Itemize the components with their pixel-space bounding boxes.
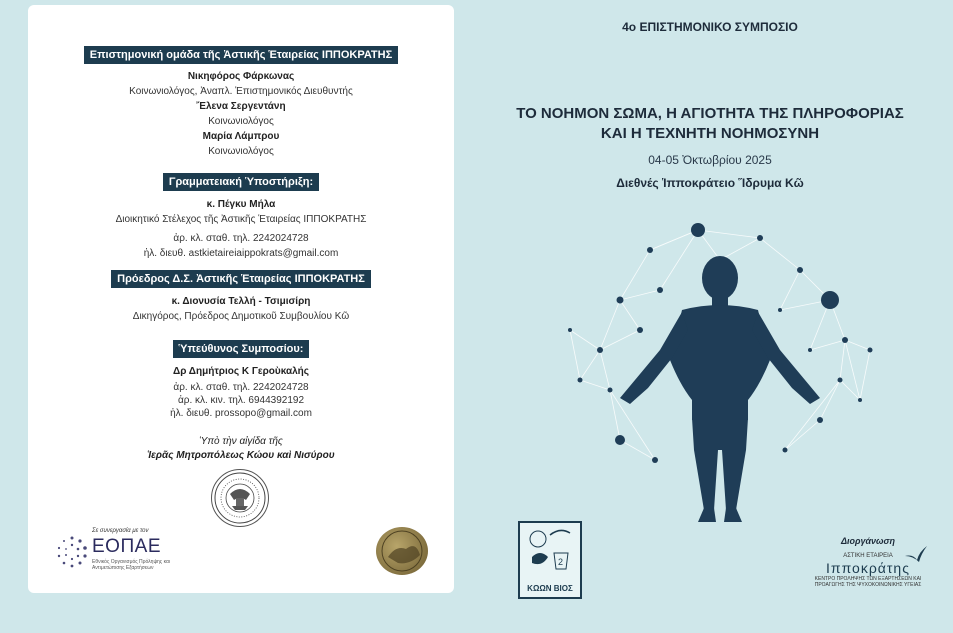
responsible-email[interactable]: ἠλ. διευθ. prossopo@gmail.com (170, 408, 312, 419)
eopae-dots-icon (54, 534, 90, 570)
president-section (28, 269, 454, 324)
symposium-label: 4ο ΕΠΙΣΤΗΜΟΝΙΚΟ ΣΥΜΠΟΣΙΟ (622, 20, 798, 34)
ancient-coin-icon (376, 527, 428, 575)
eopae-logo (54, 528, 194, 578)
event-date: 04-05 Ὀκτωβρίου 2025 (648, 153, 772, 167)
secretariat-role: Διοικητικό Στέλεχος τῆς Ἀστικῆς Ἑταιρείας ΙΠΠΟΚΡΑΤΗΣ (115, 214, 367, 225)
aegis-section (28, 435, 454, 463)
event-venue: Διεθνές Ἱπποκράτειο Ἵδρυμα Κῶ (616, 176, 804, 190)
responsible-name: Δρ Δημήτριος Κ Γεροὺκαλής (173, 366, 309, 377)
team-role-3: Κοινωνιολόγος (208, 146, 274, 157)
team-header: Επιστημονική ομάδα τῆς Ἀστικῆς Ἑταιρείας ΙΠΠΟΚΡΑΤΗΣ (84, 46, 398, 64)
team-role-1: Κοινωνιολόγος, Ἀναπλ. Ἐπιστημονικός Διευθυντής (129, 86, 353, 97)
responsible-phone: ἀρ. κλ. σταθ. τηλ. 2242024728 (173, 382, 309, 393)
president-role: Δικηγόρος, Πρόεδρος Δημοτικοῦ Συμβουλίου Κῶ (132, 311, 350, 322)
secretariat-name: κ. Πέγκυ Μήλα (206, 199, 276, 210)
symposium-label-block (470, 20, 950, 34)
human-figure-icon (620, 256, 820, 522)
organizer-label: Διοργάνωση (840, 536, 896, 546)
secretariat-header: Γραμματειακή Ὑποστήριξη: (163, 173, 319, 191)
org-name: Ιπποκράτης (826, 560, 910, 576)
human-network-illustration (560, 210, 880, 530)
team-role-2: Κοινωνιολόγος (208, 116, 274, 127)
responsible-section (28, 339, 454, 420)
org-desc-2: ΠΡΟΑΓΩΓΗΣ ΤΗΣ ΨΥΧΟΚΟΙΝΩΝΙΚΗΣ ΥΓΕΙΑΣ (814, 582, 922, 588)
koon-bios-text: ΚΩΩΝ ΒΙΟΣ (527, 584, 573, 593)
left-panel (28, 5, 454, 593)
swallow-bird-icon (903, 544, 929, 564)
org-small-label: ΑΣΤΙΚΗ ΕΤΑΙΡΕΙΑ (843, 553, 893, 559)
koon-bios-logo (518, 521, 582, 599)
president-name: κ. Διονυσία Τελλή - Τσιμισίρη (171, 296, 311, 307)
koon-bios-emblem-icon (520, 523, 580, 579)
svg-text:2: 2 (558, 557, 564, 567)
team-section (28, 45, 454, 159)
aegis-line-2: Ἱερᾶς Μητροπόλεως Κώου καὶ Νισύρου (147, 450, 335, 461)
team-name-1: Νικηφόρος Φάρκωνας (187, 71, 295, 82)
team-name-3: Μαρία Λάμπρου (202, 131, 280, 142)
eopae-caption: Σε συνεργασία με τον (92, 528, 149, 534)
responsible-mobile: ἀρ. κλ. κιν. τηλ. 6944392192 (177, 395, 305, 406)
president-header: Πρόεδρος Δ.Σ. Ἀστικῆς Ἑταιρείας ΙΠΠΟΚΡΑΤΗΣ (111, 270, 371, 288)
title-line-1: ΤΟ ΝΟΗΜΟΝ ΣΩΜΑ, Η ΑΓΙΟΤΗΤΑ ΤΗΣ ΠΛΗΡΟΦΟΡΙΑΣ (516, 105, 904, 122)
responsible-header: Ὑπεύθυνος Συμποσίου: (173, 340, 310, 358)
secretariat-phone: ἀρ. κλ. σταθ. τηλ. 2242024728 (173, 233, 309, 244)
org-desc-1: ΚΕΝΤΡΟ ΠΡΟΛΗΨΗΣ ΤΩΝ ΕΞΑΡΤΗΣΕΩΝ ΚΑΙ (814, 576, 922, 582)
title-line-2: ΚΑΙ Η ΤΕΧΝΗΤΗ ΝΟΗΜΟΣΥΝΗ (600, 125, 820, 142)
team-name-2: Ἔλενα Σεργεντάνη (196, 101, 286, 112)
secretariat-email[interactable]: ἠλ. διευθ. astkietaireiaippokrats@gmail.com (143, 248, 339, 259)
aegis-line-1: Ὑπὸ τὴν αἰγίδα τῆς (199, 436, 283, 447)
secretariat-section (28, 172, 454, 261)
eopae-name: ΕΟΠΑΕ (92, 536, 162, 557)
organizer-block (793, 536, 943, 588)
title-block (470, 104, 950, 190)
eopae-sub: Εθνικός Οργανισμός Πρόληψης και Αντιμετώπισης Εξαρτήσεων (92, 559, 171, 571)
metropolis-seal-icon (211, 469, 269, 527)
